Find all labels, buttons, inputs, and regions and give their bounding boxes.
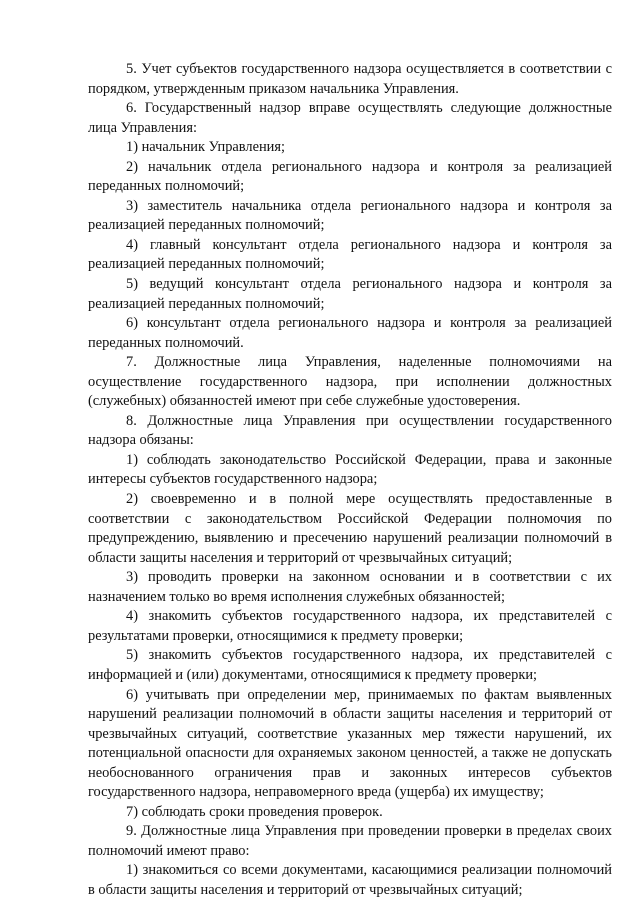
paragraph-9: 9. Должностные лица Управления при проведении проверки в пределах своих полномочий имеют право: — [88, 823, 612, 859]
list-item-8-4: 4) знакомить субъектов государственного надзора, их представителей с результатами проверки, относящимися к предмету проверки; — [88, 608, 612, 644]
document-page — [88, 60, 612, 901]
paragraph-8: 8. Должностные лица Управления при осуществлении государственного надзора обязаны: — [88, 412, 612, 449]
list-item-8-6: 6) учитывать при определении мер, принимаемых по фактам выявленных нарушений реализации полномочий в области защиты населения и территорий от чрезвычайных ситуаций, соответствие указанных мер тяжести нарушений, их потенциальной опасности для охраняемых законом ценностей, а также не допускать необоснованного ограничения прав и законных интересов субъектов государственного надзора, неправомерного вреда (ущерба) их имуществу; — [88, 686, 612, 801]
paragraph-5: 5. Учет субъектов государственного надзора осуществляется в соответствии с порядком, утвержденным приказом начальника Управления. — [88, 61, 612, 97]
list-item-6-3: 3) заместитель начальника отдела регионального надзора и контроля за реализацией переданных полномочий; — [88, 197, 612, 234]
list-item-8-3: 3) проводить проверки на законном основании и в соответствии с их назначением только во время исполнения служебных обязанностей; — [88, 569, 612, 605]
list-item-8-1: 1) соблюдать законодательство Российской Федерации, права и законные интересы субъектов государственного надзора; — [88, 451, 612, 488]
list-item-8-2: 2) своевременно и в полной мере осуществлять предоставленные в соответствии с законодательством Российской Федерации полномочия по предупреждению, выявлению и пресечению нарушений реализации полномочий в области защиты населения и территорий от чрезвычайных ситуаций; — [88, 491, 612, 566]
list-item-6-6: 6) консультант отдела регионального надзора и контроля за реализацией переданных полномочий. — [88, 315, 612, 351]
paragraph-6: 6. Государственный надзор вправе осуществлять следующие должностные лица Управления: — [88, 100, 612, 136]
list-item-9-1: 1) знакомиться со всеми документами, касающимися реализации полномочий в области защиты населения и территорий от чрезвычайных ситуаций; — [88, 862, 612, 898]
list-item-6-2: 2) начальник отдела регионального надзора и контроля за реализацией переданных полномочий; — [88, 158, 612, 195]
paragraph-7: 7. Должностные лица Управления, наделенные полномочиями на осуществление государственного надзора, при исполнении должностных (служебных) обязанностей имеют при себе служебные удостоверения. — [88, 354, 612, 410]
list-item-8-5: 5) знакомить субъектов государственного надзора, их представителей с информацией и (или) документами, относящимися к предмету проверки; — [88, 647, 612, 683]
list-item-6-1: 1) начальник Управления; — [126, 139, 285, 156]
list-item-8-7: 7) соблюдать сроки проведения проверок. — [126, 803, 383, 820]
list-item-6-5: 5) ведущий консультант отдела регионального надзора и контроля за реализацией переданных полномочий; — [88, 276, 612, 312]
list-item-6-4: 4) главный консультант отдела регионального надзора и контроля за реализацией переданных полномочий; — [88, 236, 612, 273]
